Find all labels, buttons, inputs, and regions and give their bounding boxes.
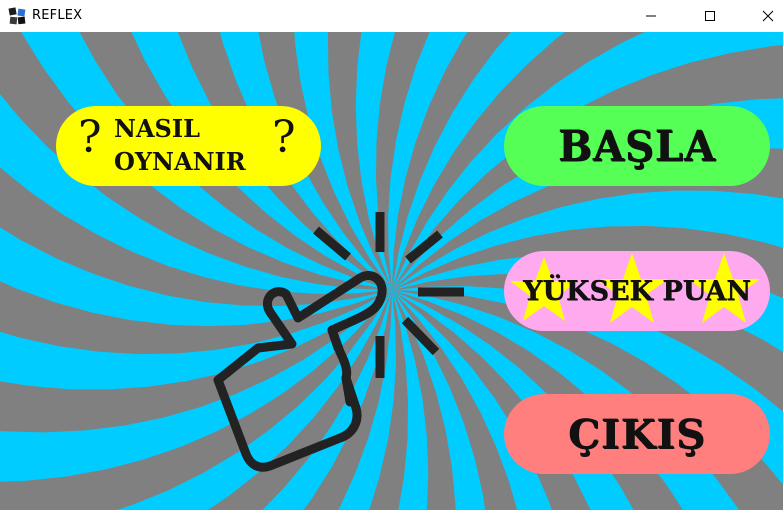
exit-button[interactable] — [504, 394, 770, 474]
tapping-hand-icon — [200, 202, 480, 472]
minimize-button[interactable] — [628, 0, 674, 32]
how-to-play-button[interactable] — [56, 106, 321, 186]
close-button[interactable] — [745, 0, 783, 32]
tap-line — [408, 234, 440, 260]
high-score-button[interactable] — [504, 251, 770, 331]
how-to-play-line1: NASIL — [114, 114, 200, 143]
exit-label: ÇIKIŞ — [568, 410, 706, 458]
maximize-icon — [704, 10, 716, 22]
game-canvas — [0, 32, 783, 510]
how-to-play-line2: OYNANIR — [114, 147, 246, 176]
tap-line — [405, 320, 436, 352]
title-bar — [0, 0, 783, 32]
start-button[interactable] — [504, 106, 770, 186]
app-icon — [8, 7, 26, 25]
question-mark-left: ? — [78, 112, 102, 163]
minimize-icon — [645, 10, 657, 22]
question-mark-right: ? — [272, 112, 296, 163]
how-to-play-label — [114, 112, 246, 178]
hand-outline — [218, 275, 382, 467]
high-score-label: YÜKSEK PUAN — [523, 275, 751, 307]
close-icon — [762, 10, 774, 22]
tap-line — [316, 230, 348, 257]
window-title: REFLEX — [32, 8, 83, 23]
start-label: BAŞLA — [558, 121, 716, 171]
maximize-button[interactable] — [687, 0, 733, 32]
